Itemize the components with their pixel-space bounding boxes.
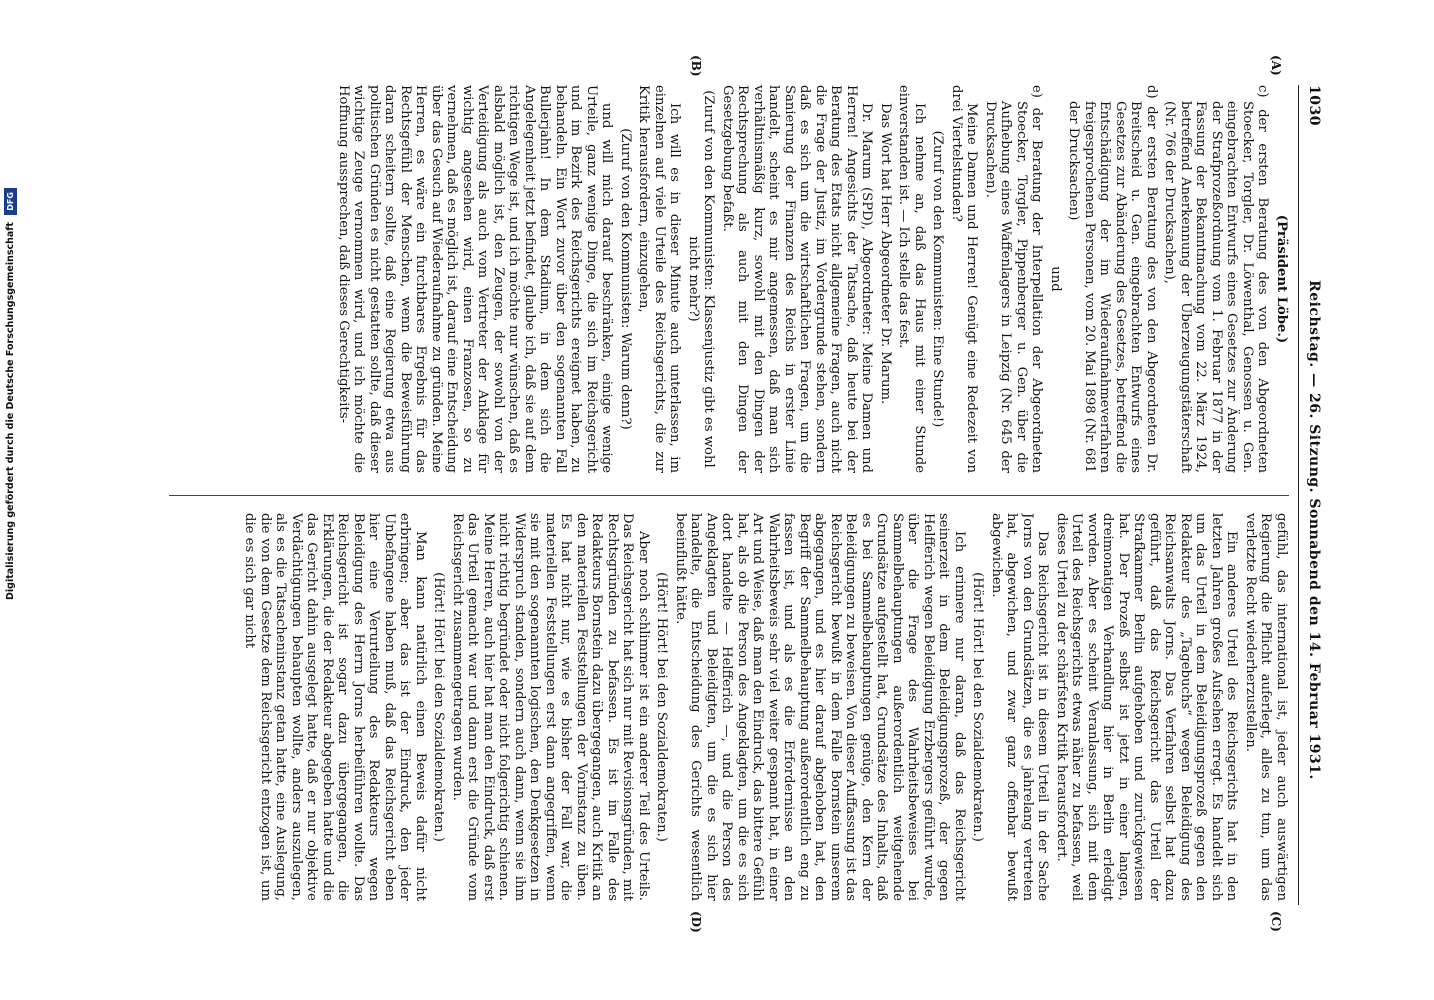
paragraph: Ein anderes Urteil des Reichsgerichts hat in den letzten Jahren großes Aufsehen erregt. Es handelt sich um das Urteil in dem Beleidigungsprozeß gegen den Redakteur des „Tagebuchs“ wegen Beleidigung des Reichsanwalts Jorns. Das Verfahren selbst hat dazu geführt, daß das Reichsgericht das Urteil der Strafkammer Berlin aufgehoben und zurückgewiesen hat. Der Prozeß selbst ist jetzt in einer langen, dreimonatigen Verhandlung hier in Berlin erledigt worden. Aber es scheint Veranlassung, sich mit dem Urteil des Reichsgerichts etwas näher zu befassen, weil dieses Urteil zu der schärfsten Kritik herausfordert. <box>1054 513 1240 901</box>
column-divider <box>169 495 1289 496</box>
interjection: (Hört! Hört! bei den Sozialdemokraten.) <box>654 572 670 842</box>
page-title: Reichstag. — 26. Sitzung. Sonnabend den 14. Februar 1931. <box>1306 280 1322 780</box>
interjection: (Hört! Hört! bei den Sozialdemokraten.) <box>431 572 447 842</box>
paragraph: Meine Damen und Herren! Genügt eine Redezeit von drei Viertelstunden? <box>949 85 980 473</box>
paragraph: Das Reichsgericht ist in diesem Urteil in der Sache Jorns von den Grundsätzen, die es jahrelang vertreten hat, abgewichen, und zwar ganz offenbar bewußt abgewichen. <box>989 513 1051 901</box>
rotated-page <box>113 55 1323 933</box>
margin-marker-c: (C) <box>1269 911 1283 932</box>
paragraph: Ich nehme an, daß das Haus mit einer Stunde einverstanden ist. — Ich stelle das fest. <box>896 85 927 473</box>
digitization-credit <box>4 192 17 600</box>
paragraph: Man kann natürlich einen Beweis dafür nicht erbringen; aber das ist der Eindruck, den jeder Unbefangene haben muß, daß das Reichsgericht eben hier eine Verurteilung des Redakteurs wegen Beleidigung des Herrn Jorns herbeiführen wollte. Das Reichsgericht ist sogar dazu übergegangen, die Erklärungen, die der Redakteur abgegeben hatte und die das Gericht dahin ausgelegt hatte, daß er nur objektive Verdächtigungen behaupten wollte, anders auszulegen, als es die Tatsacheninstanz getan hatte, eine Auslegung, die von dem Gesetze dem Reichsgericht entzogen ist, um die es sich gar nicht <box>242 513 428 901</box>
interjection: (Zuruf von den Kommunisten: Eine Stunde!) <box>930 130 946 428</box>
page-header <box>1301 85 1323 905</box>
agenda-item-c: c) der ersten Beratung des von den Abgeordneten Stoecker, Torgler, Dr. Löwenthal, Genossen u. Gen. eingebrachten Entwurfs eines Gesetzes zur Änderung der Strafprozeßordnung vom 1. Februar 1877 in der Fassung der Bekanntmachung vom 22. März 1924, betreffend Anerkennung der Überzeugungstäterschaft (Nr. 766 der Drucksachen), <box>1162 85 1271 473</box>
paragraph: Ich erinnere nur daran, daß das Reichsgericht seinerzeit in dem Beleidigungsprozeß, der gegen Helfferich wegen Beleidigung Erzbergers geführt wurde, über die Frage des Wahrheitsbeweises bei Sammelbehauptungen außerordentlich weitgehende Grundsätze aufgestellt hat, Grundsätze des Inhalts, daß es bei Sammelbehauptungen genüge, den Kern der Beleidigungen zu beweisen. Von dieser Auffassung ist das Reichsgericht bewußt in dem Falle Bornstein unserem abgegangen, und es hier darauf abgehoben hat, den Begriff der Sammelbehauptung außerordentlich eng zu fassen ist, und als es die Erfordernisse an den Wahrheitsbeweis sehr viel weiter gespannt hat, in einer Art und Weise, daß man den Eindruck, das bittere Gefühl hat, als ob die Person des Angeklagten, um die es sich dort handelte — Helfferich —, und die Person des Angeklagten und Beleidigten, um die es sich hier handelte, die Entscheidung des Gerichts wesentlich beeinflußt hätte. <box>673 513 967 901</box>
margin-marker-d: (D) <box>689 911 703 933</box>
interjection: (Zuruf von den Kommunisten: Warum denn?) <box>618 128 633 430</box>
margin-marker-b: (B) <box>689 55 703 77</box>
interjection: (Hört! Hört! bei den Sozialdemokraten.) <box>970 572 986 842</box>
paragraph: Das Wort hat Herr Abgeordneter Dr. Marum. <box>878 103 893 405</box>
agenda-item-d: d) der ersten Beratung des von den Abgeordneten Dr. Breitscheid u. Gen. eingebrachten Entwurfs eines Gesetzes zur Abänderung des Gesetzes, betreffend die Entschädigung der im Wiederaufnahmeverfahren freigesprochenen Personen, vom 20. Mai 1898 (Nr. 681 der Drucksachen) <box>1066 85 1159 473</box>
agenda-conjunction: und <box>1048 266 1063 292</box>
agenda-item-e: e) der Beratung der Interpellation der Abgeordneten Stoecker, Torgler, Pippenberger u. Gen. über die Aufhebung eines Waffenlagers in Leipzig (Nr. 645 der Drucksachen). <box>983 85 1045 473</box>
page-number: 1030 <box>1306 85 1322 126</box>
paragraph: gefühl, das international ist, jeder auch auswärtigen Regierung die Pflicht auferlegt, alles zu tun, um das verletzte Recht wiederherzustellen. <box>1243 513 1289 901</box>
margin-marker-a: (A) <box>1269 55 1283 76</box>
paragraph: und will mich darauf beschränken, einige wenige Urteile, ganz wenige Dinge, die sich im Reichsgericht und im Bezirk des Reichsgerichts ereignet haben, zu behandeln. Ein Wort zuvor über den sogenannten Fall Bullerjahn! In dem Stadium, in dem sich die Angelegenheit jetzt befindet, glaube ich, daß sie auf dem richtigen Wege ist, und ich möchte nur wünschen, daß es alsbald möglich ist, den Zeugen, der sowohl von der Verteidigung als auch vom Vertreter der Anklage für wichtig angesehen wird, einen Franzosen, so zu vernehmen, daß es möglich ist, darauf eine Entscheidung über das Gesuch auf Wiederaufnahme zu gründen. Meine Herren, es wäre ein furchtbares Ergebnis für das Rechtsgefühl der Menschen, wenn die Beweisführung daran scheitern sollte, daß eine Regierung etwa aus politischen Gründen es nicht gestatten sollte, daß dieser wichtige Zeuge vernommen wird, und ich möchte die Hoffnung aussprechen, daß dieses Gerechtigkeits- <box>336 85 615 473</box>
paragraph: Aber noch schlimmer ist ein anderer Teil des Urteils. Das Reichsgericht hat sich nur mit Revisionsgründen, mit Rechtsgründen zu befassen. Es ist im Falle des Redakteurs Bornstein dazu übergegangen, auch Kritik an den materiellen Feststellungen der Vorinstanz zu üben. Es hat nicht nur, wie es bisher der Fall war, die materiellen Feststellungen erst dann angegriffen, wenn sie mit den sogenannten logischen, den Denkgesetzen in Widerspruch standen, sondern auch dann, wenn sie ihm nicht richtig begründet oder nicht folgerichtig schienen. Meine Herren, auch hier hat man den Eindruck, daß erst das Urteil gemacht war und dann erst die Gründe vom Reichsgericht zusammengetragen wurden. <box>450 513 651 901</box>
header-rule <box>1298 85 1299 905</box>
speaker-note: (Präsident Löbe.) <box>1274 214 1289 344</box>
right-column <box>169 513 1289 901</box>
paragraph: Ich will es in dieser Minute auch unterlassen, im einzelnen auf viele Urteile des Reichsgerichts, die zur Kritik herausfordern, einzugehen, <box>636 85 683 473</box>
left-column <box>169 85 1289 473</box>
dfg-logo: DFG <box>4 188 17 215</box>
speech-paragraph: Dr. Marum (SPD), Abgeordneter: Meine Damen und Herren! Angesichts der Tatsache, daß heute bei der Beratung des Etats nicht allgemeine Fragen, auch nicht die Frage der Justiz, im Vordergrunde stehen, sondern daß es sich um die wirtschaftlichen Fragen, um die Sanierung der Finanzen des Reichs in erster Linie handelt, scheint es mir angemessen, daß man sich verhältnismäßig kurz, sowohl mit den Dingen der Rechtsprechung als auch mit den Dingen der Gesetzgebung befaßt. <box>720 85 875 473</box>
credit-text: Digitalisierung gefördert durch die Deutsche Forschungsgemeinschaft <box>5 222 16 600</box>
interjection: (Zuruf von den Kommunisten: Klassenjustiz gibt es wohl nicht mehr?) <box>686 90 717 468</box>
